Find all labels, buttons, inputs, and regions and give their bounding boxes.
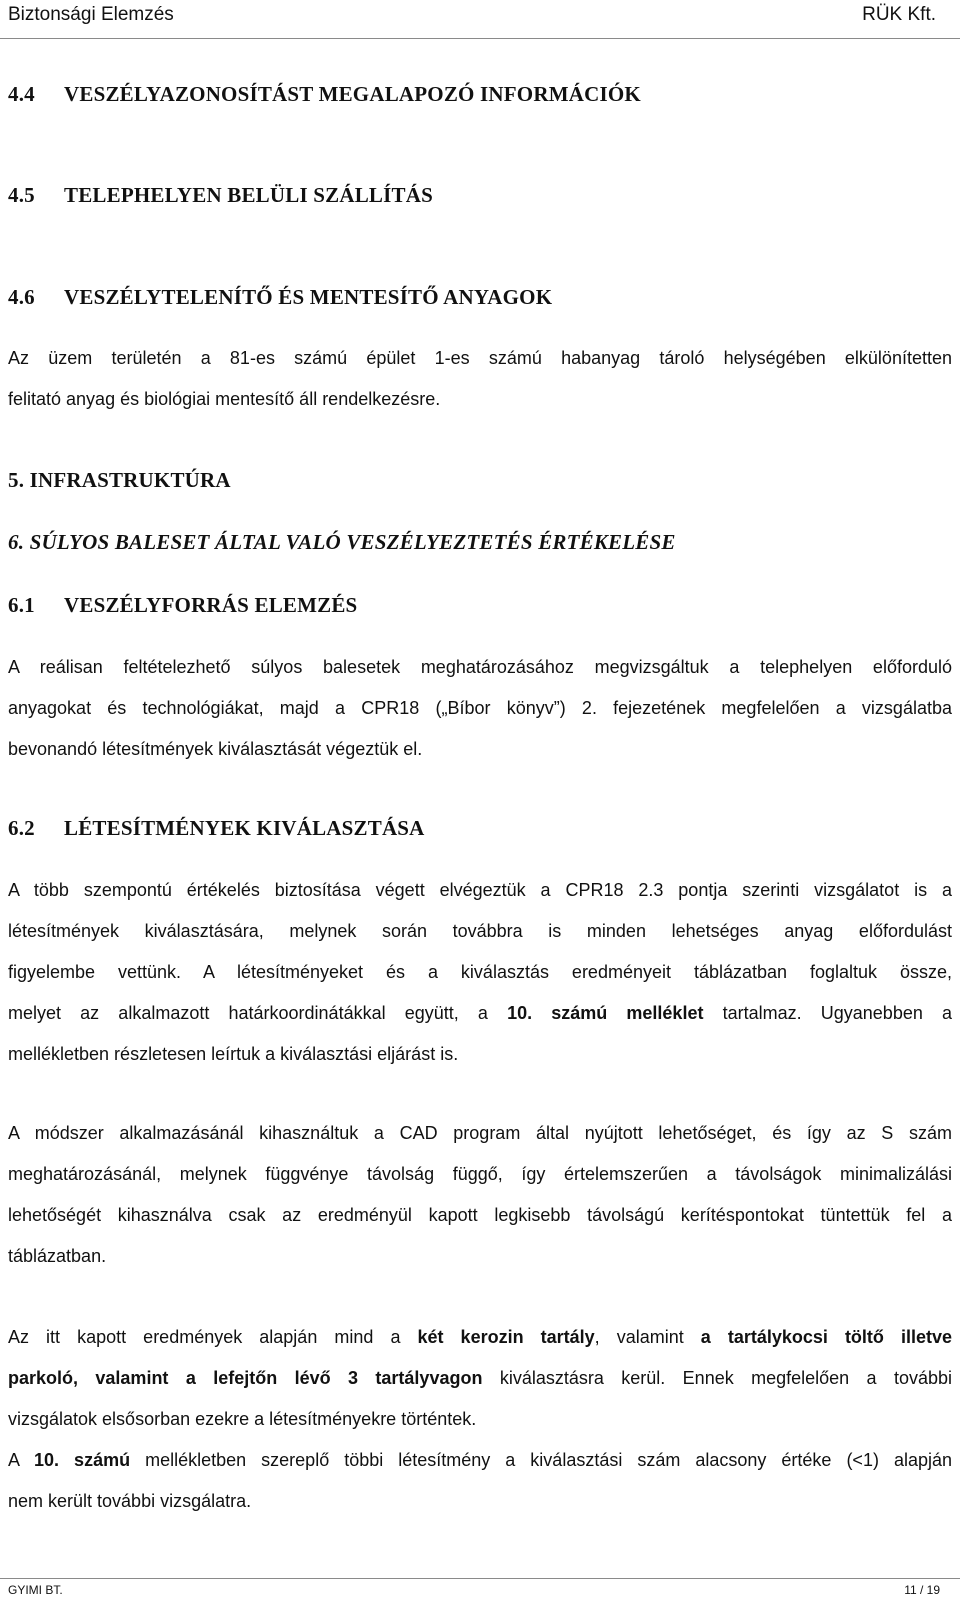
text-line: felitató anyag és biológiai mentesítő áll rendelkezésre. [8, 389, 441, 409]
heading-5 [8, 468, 231, 493]
paragraph-cad-method [8, 1113, 952, 1277]
heading-text: LÉTESÍTMÉNYEK KIVÁLASZTÁSA [64, 816, 425, 840]
header-document-title: Biztonsági Elemzés [8, 4, 174, 25]
text-run: tartalmaz. Ugyanebben a [703, 1003, 953, 1023]
heading-6 [8, 530, 676, 555]
text-line [8, 1317, 952, 1358]
text-line: nem került további vizsgálatra. [8, 1491, 252, 1511]
heading-number: 4.6 [8, 285, 35, 309]
heading-6-1 [8, 593, 357, 618]
paragraph-6-2 [8, 870, 952, 1075]
emphasis: két kerozin tartály [417, 1327, 595, 1347]
footer-author: GYIMI BT. [8, 1583, 63, 1597]
heading-text: 5. INFRASTRUKTÚRA [8, 468, 231, 492]
annex-reference: 10. számú melléklet [507, 1003, 704, 1023]
text-line: bevonandó létesítmények kiválasztását végeztük el. [8, 739, 423, 759]
heading-number: 4.4 [8, 82, 35, 106]
text-line: mellékletben részletesen leírtuk a kiválasztási eljárást is. [8, 1044, 459, 1064]
text-run: A [8, 1450, 35, 1470]
text-line: A több szempontú értékelés biztosítása végett elvégeztük a CPR18 2.3 pontja szerinti vizsgálatot is a [8, 880, 952, 900]
text-run: Az itt kapott eredmények alapján mind a [8, 1327, 418, 1347]
text-line: meghatározásánál, melynek függvénye távolság függő, így értelemszerűen a távolságok minimalizálási [8, 1164, 952, 1184]
heading-4-5 [8, 183, 433, 208]
annex-reference: 10. számú [34, 1450, 131, 1470]
heading-number: 6.2 [8, 816, 35, 840]
heading-number: 4.5 [8, 183, 35, 207]
heading-text: VESZÉLYFORRÁS ELEMZÉS [64, 593, 358, 617]
text-line [8, 1440, 952, 1481]
heading-text: VESZÉLYTELENÍTŐ ÉS MENTESÍTŐ ANYAGOK [64, 285, 553, 309]
text-line: lehetőségét kihasználva csak az eredményül kapott legkisebb távolságú kerítéspontokat tüntettük fel a [8, 1205, 952, 1225]
text-line [8, 993, 952, 1034]
text-run: , valamint [594, 1327, 701, 1347]
text-line: létesítmények kiválasztására, melynek során továbbra is minden lehetséges anyag előfordulást [8, 921, 952, 941]
emphasis: a tartálykocsi töltő illetve [700, 1327, 952, 1347]
text-line: vizsgálatok elsősorban ezekre a létesítményekre történtek. [8, 1409, 477, 1429]
text-line: A módszer alkalmazásánál kihasználtuk a CAD program által nyújtott lehetőséget, és így az S szám [8, 1123, 952, 1143]
emphasis: parkoló, valamint a lefejtőn lévő 3 tartályvagon [8, 1368, 483, 1388]
text-line: anyagokat és technológiákat, majd a CPR18 („Bíbor könyv”) 2. fejezetének megfelelően a vizsgálatba [8, 698, 952, 718]
text-line: Az üzem területén a 81-es számú épület 1-es számú habanyag tároló helységében elkülönítetten [8, 348, 952, 368]
heading-text: VESZÉLYAZONOSÍTÁST MEGALAPOZÓ INFORMÁCIÓK [64, 82, 641, 106]
heading-text: TELEPHELYEN BELÜLI SZÁLLÍTÁS [64, 183, 433, 207]
page-footer [0, 1578, 960, 1609]
text-line [8, 1358, 952, 1399]
page-number: 11 / 19 [904, 1583, 940, 1597]
heading-4-6 [8, 285, 552, 310]
text-run: kiválasztásra kerül. Ennek megfelelően a további [482, 1368, 952, 1388]
heading-6-2 [8, 816, 425, 841]
page-header [0, 0, 960, 39]
paragraph-6-1 [8, 647, 952, 770]
heading-text: 6. SÚLYOS BALESET ÁLTAL VALÓ VESZÉLYEZTETÉS ÉRTÉKELÉSE [8, 530, 676, 554]
paragraph-results [8, 1317, 952, 1522]
text-line: táblázatban. [8, 1246, 107, 1266]
header-company-name: RÜK Kft. [862, 4, 936, 25]
heading-4-4 [8, 82, 641, 107]
heading-number: 6.1 [8, 593, 35, 617]
text-run: melyet az alkalmazott határkoordinátákkal együtt, a [8, 1003, 508, 1023]
text-run: mellékletben szereplő többi létesítmény a kiválasztási szám alacsony értéke (<1) alapján [130, 1450, 953, 1470]
text-line: figyelembe vettünk. A létesítményeket és a kiválasztás eredményeit táblázatban foglaltuk össze, [8, 962, 952, 982]
text-line: A reálisan feltételezhető súlyos balesetek meghatározásához megvizsgáltuk a telephelyen előforduló [8, 657, 952, 677]
paragraph-4-6 [8, 338, 952, 420]
